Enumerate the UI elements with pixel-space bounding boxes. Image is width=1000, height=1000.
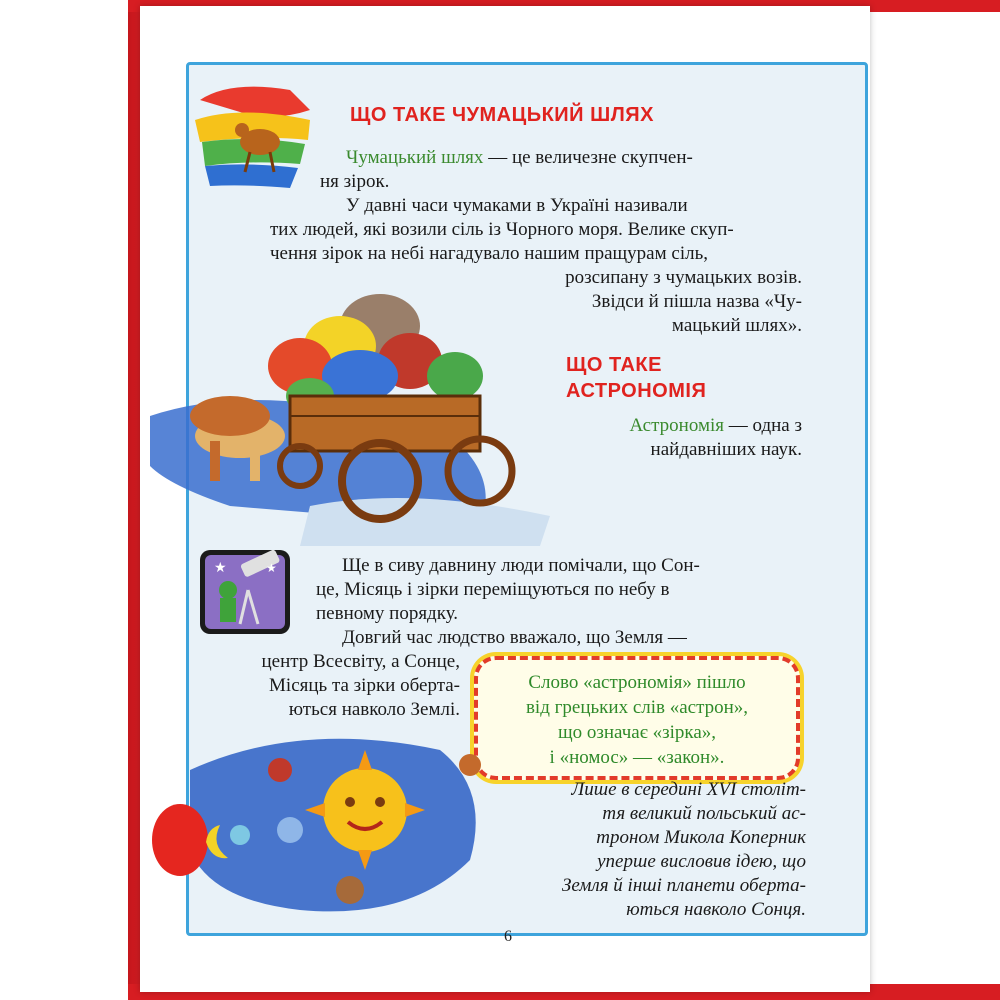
definition-text-cont: ня зірок. bbox=[320, 171, 390, 192]
astronomy-def-cont: найдавніших наук. bbox=[650, 439, 802, 460]
definition-text: — це величезне скупчен- bbox=[483, 147, 693, 168]
heading-astronomy bbox=[566, 352, 706, 404]
para-line: Ще в сиву давнину люди помічали, що Сон- bbox=[342, 555, 700, 576]
callout-line: від грецьких слів «астрон», bbox=[525, 697, 749, 718]
page-number: 6 bbox=[504, 928, 512, 945]
milky-way-text bbox=[320, 146, 802, 218]
astronomy-def: — одна з bbox=[724, 415, 802, 436]
para-line: Земля й інші планети оберта- bbox=[561, 875, 806, 896]
milky-way-text-2 bbox=[270, 218, 802, 266]
para-line: Звідси й пішла назва «Чу- bbox=[591, 291, 802, 312]
deer-illustration bbox=[190, 80, 320, 195]
heading-astronomy-line1: ЩО ТАКЕ bbox=[566, 354, 662, 376]
callout-line: Слово «астрономія» пішло bbox=[528, 672, 746, 693]
astronomy-text bbox=[560, 414, 802, 462]
svg-text:★: ★ bbox=[266, 561, 277, 575]
para-line: У давні часи чумаками в Україні називали bbox=[346, 195, 688, 216]
para-line: ються навколо Землі. bbox=[288, 699, 460, 720]
etymology-callout bbox=[474, 656, 800, 780]
para-line: Лише в середині XVI століт- bbox=[571, 779, 806, 800]
callout-line: що означає «зірка», bbox=[557, 722, 717, 743]
copernicus-text bbox=[470, 778, 806, 922]
chumak-wagon-illustration bbox=[150, 266, 550, 546]
para-line: троном Микола Коперник bbox=[596, 827, 806, 848]
para-line: це, Місяць і зірки переміщуються по небу в bbox=[316, 579, 670, 600]
term-milky-way: Чумацький шлях bbox=[346, 147, 484, 168]
para-line: розсипану з чумацьких возів. bbox=[565, 267, 802, 288]
para-line: Довгий час людство вважало, що Земля — bbox=[342, 627, 687, 648]
callout-line: і «номос» — «закон». bbox=[549, 747, 725, 768]
solar-system-illustration bbox=[150, 710, 510, 930]
term-astronomy: Астрономія bbox=[629, 415, 725, 436]
history-text bbox=[316, 554, 802, 650]
para-line: центр Всесвіту, а Сонце, bbox=[261, 651, 460, 672]
para-line: тих людей, які возили сіль із Чорного моря. Велике скуп- bbox=[270, 219, 734, 240]
para-line: тя великий польський ас- bbox=[602, 803, 806, 824]
para-line: уперше висловив ідею, що bbox=[597, 851, 806, 872]
para-line: ються навколо Сонця. bbox=[626, 899, 806, 920]
para-line: мацький шлях». bbox=[671, 315, 802, 336]
para-line: певному порядку. bbox=[316, 603, 459, 624]
para-line: Місяць та зірки оберта- bbox=[269, 675, 460, 696]
telescope-icon bbox=[200, 550, 290, 634]
para-line: чення зірок на небі нагадувало нашим пращурам сіль, bbox=[270, 243, 708, 264]
heading-milky-way: ЩО ТАКЕ ЧУМАЦЬКИЙ ШЛЯХ bbox=[350, 104, 654, 126]
svg-text:★: ★ bbox=[214, 561, 227, 576]
heading-astronomy-line2: АСТРОНОМІЯ bbox=[566, 380, 707, 402]
